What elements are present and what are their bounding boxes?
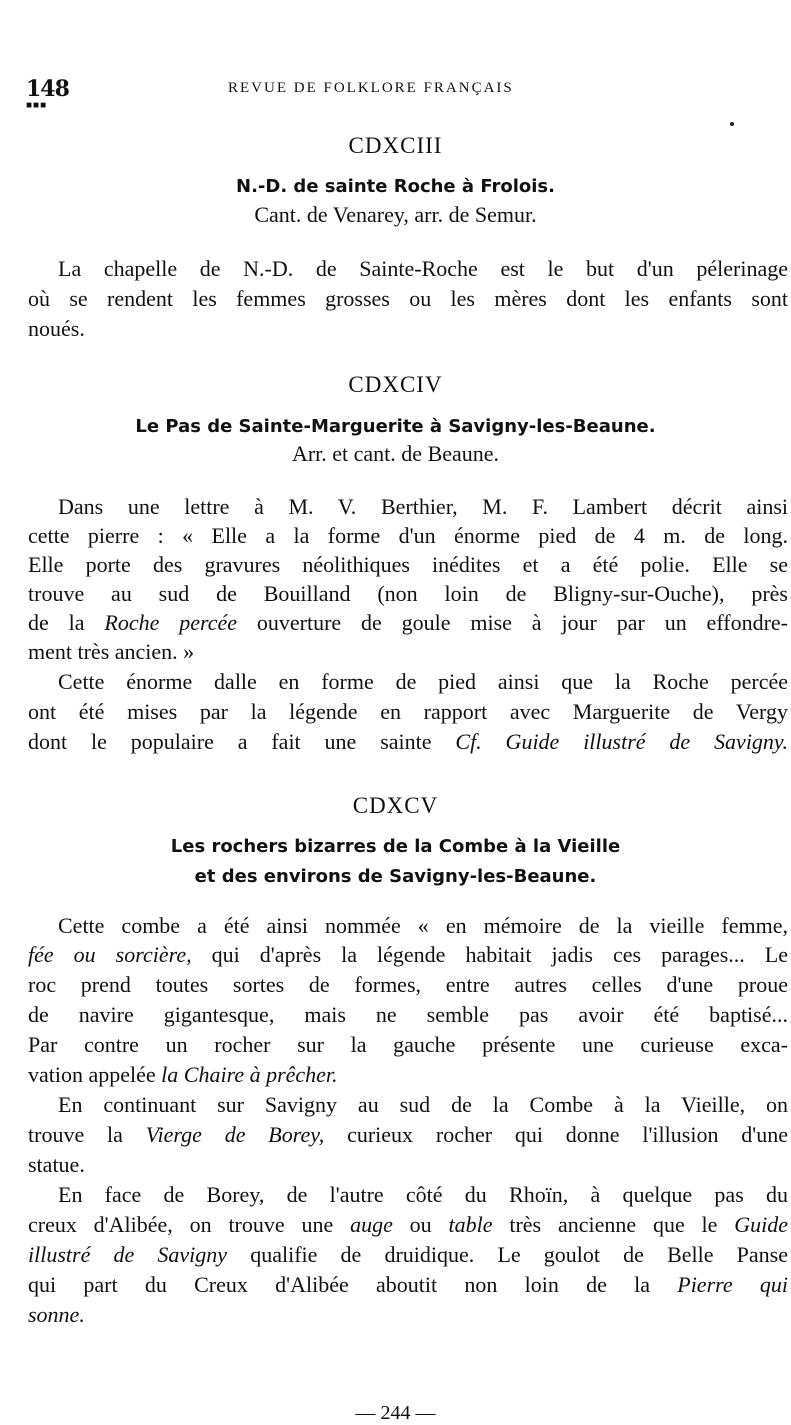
italic-run: Vierge de Borey, [145,1122,325,1147]
text-line [28,1271,788,1299]
text-line: trouve au sud de Bouilland (non loin de Bligny-sur-Ouche), près [28,581,788,606]
text-line: La chapelle de N.-D. de Sainte-Roche est le but d'un pélerinage [58,256,788,281]
italic-run: Pierre qui [677,1272,789,1297]
text-line [28,728,788,756]
text-line: cette pierre : « Elle a la forme d'un énorme pied de 4 m. de long. [28,523,788,548]
text-line [28,609,788,637]
text-run: ouverture de goule mise à jour par un effondre- [237,610,788,635]
section-title: et des environs de Savigny-les-Beaune. [194,866,597,887]
text-line [28,1061,788,1089]
italic-run: Guide [734,1212,789,1237]
section-subtitle: Arr. et cant. de Beaune. [291,441,500,466]
text-line: noués. [28,316,85,341]
text-line: Cette énorme dalle en forme de pied ainsi que la Roche percée [58,669,788,694]
text-line: ont été mises par la légende en rapport avec Marguerite de Vergy [28,699,788,724]
text-run: qui part du Creux d'Alibée aboutit non loin de la [28,1272,678,1297]
text-run: creux d'Alibée, on trouve une [28,1212,351,1237]
italic-run: fée ou sorcière, [28,942,192,967]
text-line: Dans une lettre à M. V. Berthier, M. F. Lambert décrit ainsi [58,494,788,519]
text-line: Elle porte des gravures néolithiques inédites et a été polie. Elle se [28,552,788,577]
page-number-dots: ■■■ [26,100,48,111]
text-line: Cette combe a été ainsi nommée « en mémoire de la vieille femme, [58,913,788,938]
section-subtitle: Cant. de Venarey, arr. de Semur. [254,202,537,227]
text-line [28,941,788,969]
italic-run: la Chaire à prêcher. [161,1062,338,1087]
italic-run: auge [350,1212,393,1237]
print-speck [730,122,734,126]
italic-run: Roche percée [104,610,238,635]
italic-run: sonne. [28,1302,85,1327]
text-run: dont le populaire a fait une sainte [28,729,456,754]
italic-run: table [448,1212,493,1237]
text-line: ment très ancien. » [28,639,195,664]
folio-number: — 244 — [355,1402,436,1424]
italic-run: Cf. Guide illustré de Savigny. [455,729,788,754]
section-title: Le Pas de Sainte-Marguerite à Savigny-les-Beaune. [135,416,656,437]
italic-run: illustré de Savigny [28,1242,228,1267]
text-run: qualifie de druidique. Le goulot de Belle Panse [227,1242,789,1267]
text-line: roc prend toutes sortes de formes, entre autres celles d'une proue [28,972,788,997]
running-title: REVUE DE FOLKLORE FRANÇAIS [228,80,514,96]
text-run: trouve la [28,1122,146,1147]
text-line [28,1301,788,1329]
text-run: qui d'après la légende habitait jadis ces parages... Le [191,942,788,967]
text-line [28,1211,788,1239]
text-run: de la [28,610,105,635]
text-line [28,1241,788,1269]
text-line: où se rendent les femmes grosses ou les mères dont les enfants sont [28,286,788,311]
text-line: En continuant sur Savigny au sud de la Combe à la Vieille, on [58,1092,788,1117]
text-run: vation appelée [28,1062,162,1087]
text-run: ou [392,1212,449,1237]
section-numeral: CDXCIV [348,372,443,397]
section-title: Les rochers bizarres de la Combe à la Vieille [170,836,621,857]
text-line: En face de Borey, de l'autre côté du Rhoïn, à quelque pas du [58,1182,788,1207]
text-line: de navire gigantesque, mais ne semble pas avoir été baptisé... [28,1002,788,1027]
page-number: 148 [26,76,69,102]
section-title: N.-D. de sainte Roche à Frolois. [236,176,555,197]
text-line [28,1121,788,1149]
text-line: Par contre un rocher sur la gauche présente une curieuse exca- [28,1032,788,1057]
text-line: statue. [28,1152,85,1177]
page-header [0,76,791,111]
text-run: curieux rocher qui donne l'illusion d'une [324,1122,788,1147]
section-numeral: CDXCV [352,793,439,818]
text-run: très ancienne que le [492,1212,735,1237]
section-numeral: CDXCIII [348,133,443,158]
